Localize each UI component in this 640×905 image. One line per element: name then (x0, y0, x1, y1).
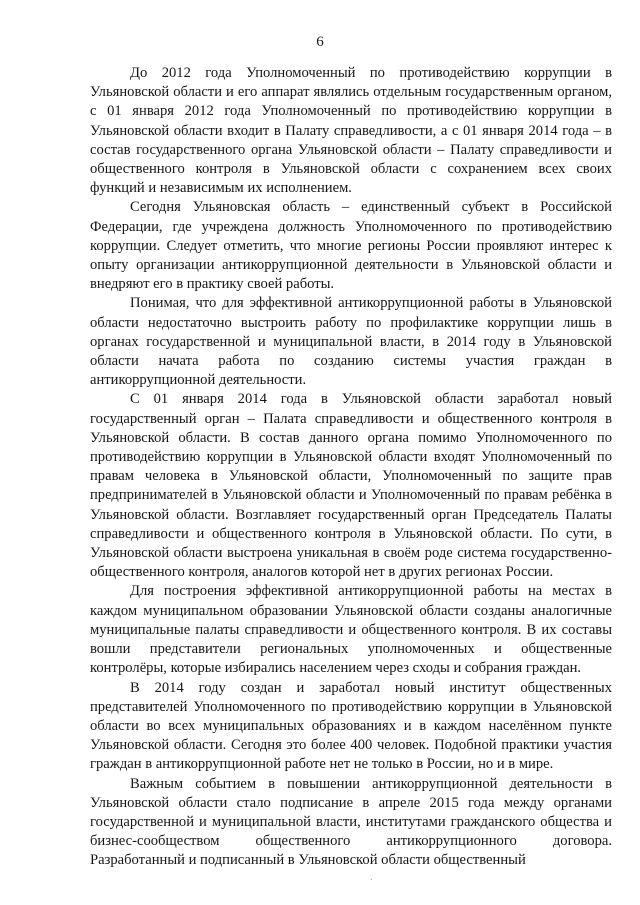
paragraph-6: В 2014 году создан и заработал новый институт общественных представителей Уполномоченного по противодействию коррупции в Ульяновской области во всех муниципальных образованиях и в каждом населённом пункте Ульяновской области. Сегодня это более 400 человек. Подобной практики участия граждан в антикоррупционной работе нет не только в России, но и в мире. (90, 679, 612, 773)
paragraph-1: До 2012 года Уполномоченный по противодействию коррупции в Ульяновской области и его аппарат являлись отдельным государственным органом, с 01 января 2012 года Уполномоченный по противодействию коррупции в Ульяновской области входит в Палату справедливости, а с 01 января 2014 года – в состав государственного органа Ульяновской области – Палату справедливости и общественного контроля в Ульяновской области с сохранением всех своих функций и независимым их исполнением. (90, 65, 612, 197)
paragraph-4: С 01 января 2014 года в Ульяновской области заработал новый государственный орган – Палата справедливости и общественного контроля в Ульяновской области. В состав данного органа помимо Уполномоченного по противодействию коррупции в Ульяновской области входят Уполномоченный по правам человека в Ульяновской области, Уполномоченный по защите прав предпринимателей в Ульяновской области и Уполномоченный по правам ребёнка в Ульяновской области. Возглавляет государственный орган Председатель Палаты справедливости и общественного контроля в Ульяновской области. По сути, в Ульяновской области выстроена уникальная в своём роде система государственно-общественного контроля, аналогов которой нет в других регионах России. (90, 391, 612, 581)
paragraph-2: Сегодня Ульяновская область – единственный субъект в Российской Федерации, где учреждена должность Уполномоченного по противодействию коррупции. Следует отметить, что многие регионы России проявляют интерес к опыту организации антикоррупционной деятельности в Ульяновской области и внедряют его в практику своей работы. (90, 199, 612, 293)
document-body (90, 64, 612, 871)
paragraph-5: Для построения эффективной антикоррупционной работы на местах в каждом муниципальном образовании Ульяновской области созданы аналогичные муниципальные палаты справедливости и общественного контроля. В их составы вошли представители региональных уполномоченных и общественные контролёры, которые избирались населением через сходы и собрания граждан. (90, 583, 612, 677)
paragraph-3: Понимая, что для эффективной антикоррупционной работы в Ульяновской области недостаточно выстроить работу по профилактике коррупции лишь в органах государственной и муниципальной власти, в 2014 году в Ульяновской области начата работа по созданию системы участия граждан в антикоррупционной деятельности. (90, 295, 612, 389)
page-number: 6 (316, 34, 324, 50)
scan-speck: . (370, 872, 373, 883)
paragraph-7: Важным событием в повышении антикоррупционной деятельности в Ульяновской области стало подписание в апреле 2015 года между органами государственной и муниципальной власти, институтами гражданского общества и бизнес-сообществом общественного антикоррупционного договора. Разработанный и подписанный в Ульяновской области общественный (90, 775, 612, 869)
